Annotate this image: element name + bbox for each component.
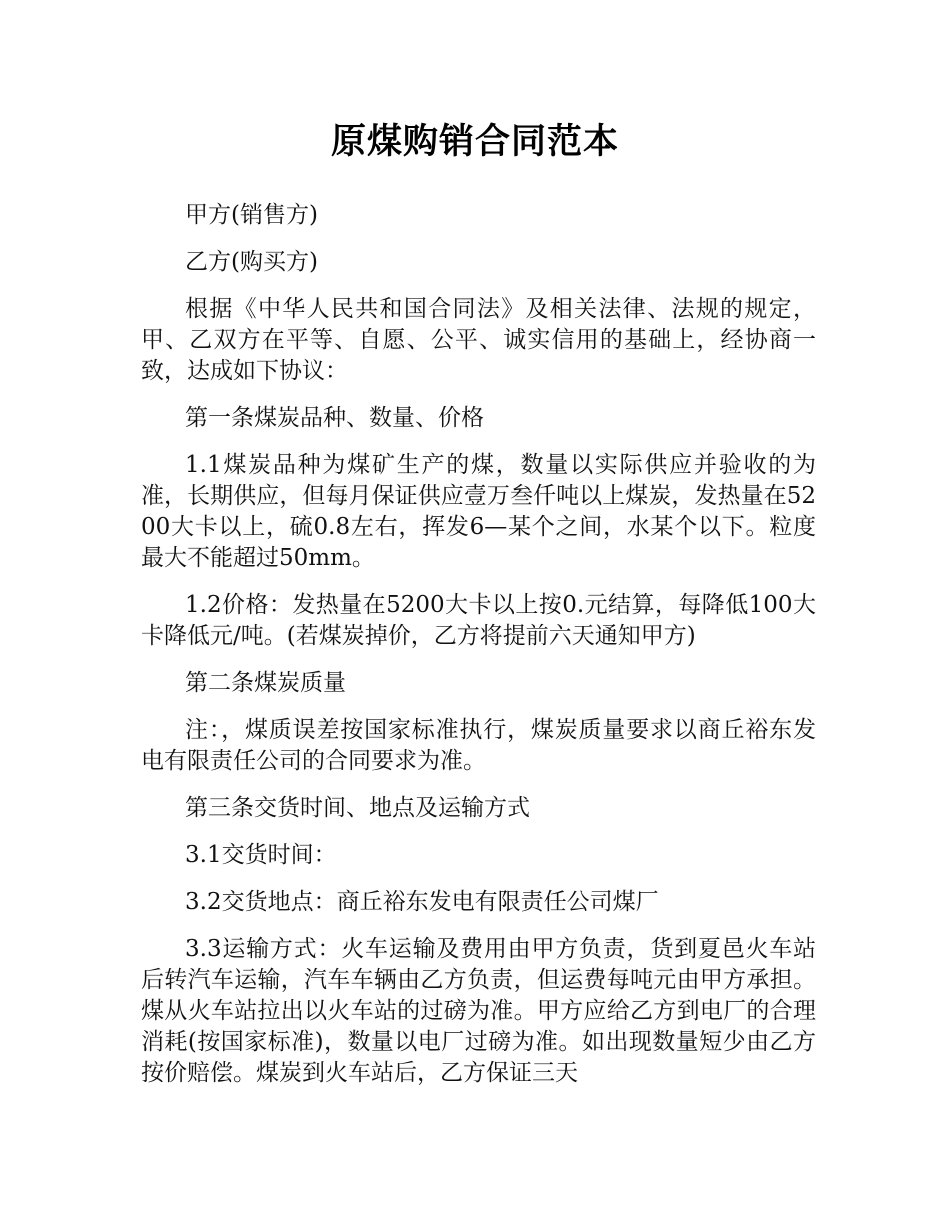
clause-1-1: 1.1煤炭品种为煤矿生产的煤，数量以实际供应并验收的为准，长期供应，但每月保证供应壹万叁仟吨以上煤炭，发热量在5200大卡以上，硫0.8左右，挥发6—某个之间，水某个以下。粒度最大不能超过50mm。 — [141, 452, 816, 571]
article-2-heading: 第二条煤炭质量 — [185, 670, 346, 696]
clause-1-2: 1.2价格：发热量在5200大卡以上按0.元结算，每降低100大卡降低元/吨。(若煤炭掉价，乙方将提前六天通知甲方) — [141, 592, 816, 649]
preamble-paragraph: 根据《中华人民共和国合同法》及相关法律、法规的规定，甲、乙双方在平等、自愿、公平、诚实信用的基础上，经协商一致，达成如下协议： — [141, 296, 816, 384]
article-3-heading: 第三条交货时间、地点及运输方式 — [185, 795, 530, 821]
clause-3-1: 3.1交货时间： — [185, 842, 337, 868]
document-body — [141, 200, 816, 1105]
article-1-heading: 第一条煤炭品种、数量、价格 — [185, 405, 484, 431]
clause-3-3: 3.3运输方式：火车运输及费用由甲方负责，货到夏邑火车站后转汽车运输，汽车车辆由乙方负责，但运费每吨元由甲方承担。煤从火车站拉出以火车站的过磅为准。甲方应给乙方到电厂的合理消耗(按国家标准)，数量以电厂过磅为准。如出现数量短少由乙方按价赔偿。煤炭到火车站后，乙方保证三天 — [141, 936, 816, 1086]
quality-note-paragraph: 注：，煤质误差按国家标准执行，煤炭质量要求以商丘裕东发电有限责任公司的合同要求为准。 — [141, 717, 816, 774]
party-b-line: 乙方(购买方) — [185, 249, 318, 275]
party-a-line: 甲方(销售方) — [185, 202, 318, 228]
document-title: 原煤购销合同范本 — [330, 122, 619, 162]
clause-3-2: 3.2交货地点：商丘裕东发电有限责任公司煤厂 — [185, 889, 659, 915]
